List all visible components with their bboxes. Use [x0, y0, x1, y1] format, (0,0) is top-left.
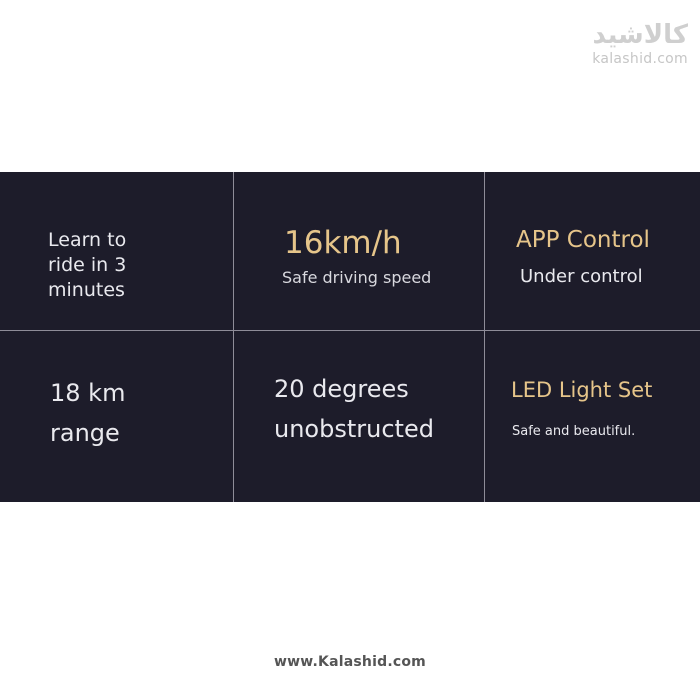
feature-slope-line: unobstructed — [274, 415, 434, 443]
watermark-domain: kalashid.com — [592, 51, 688, 67]
feature-learn-line: Learn to — [48, 229, 127, 251]
feature-learn-line: ride in 3 — [48, 254, 127, 276]
feature-slope-line: 20 degrees — [274, 375, 409, 403]
feature-range-cell — [0, 331, 233, 502]
feature-learn-cell — [0, 172, 233, 330]
feature-learn-text — [48, 228, 126, 303]
feature-led-title: LED Light Set — [511, 378, 653, 402]
kalashid-watermark — [592, 20, 688, 68]
feature-app-subtitle: Under control — [520, 266, 643, 287]
watermark-persian-logo: کالاشید — [592, 20, 688, 50]
feature-speed-subtitle: Safe driving speed — [282, 268, 432, 287]
feature-slope-text — [274, 369, 434, 449]
feature-learn-line: minutes — [48, 279, 125, 301]
feature-app-title: APP Control — [516, 227, 650, 253]
feature-led-subtitle: Safe and beautiful. — [512, 424, 636, 439]
feature-app-cell — [485, 172, 700, 330]
feature-range-line: 18 km — [50, 379, 126, 407]
feature-range-line: range — [50, 419, 120, 447]
feature-speed-cell — [234, 172, 484, 330]
feature-panel — [0, 172, 700, 502]
feature-speed-title: 16km/h — [284, 225, 402, 261]
footer-website: www.Kalashid.com — [274, 654, 426, 670]
feature-range-text — [50, 373, 125, 453]
feature-led-cell — [485, 331, 700, 502]
feature-slope-cell — [234, 331, 439, 502]
